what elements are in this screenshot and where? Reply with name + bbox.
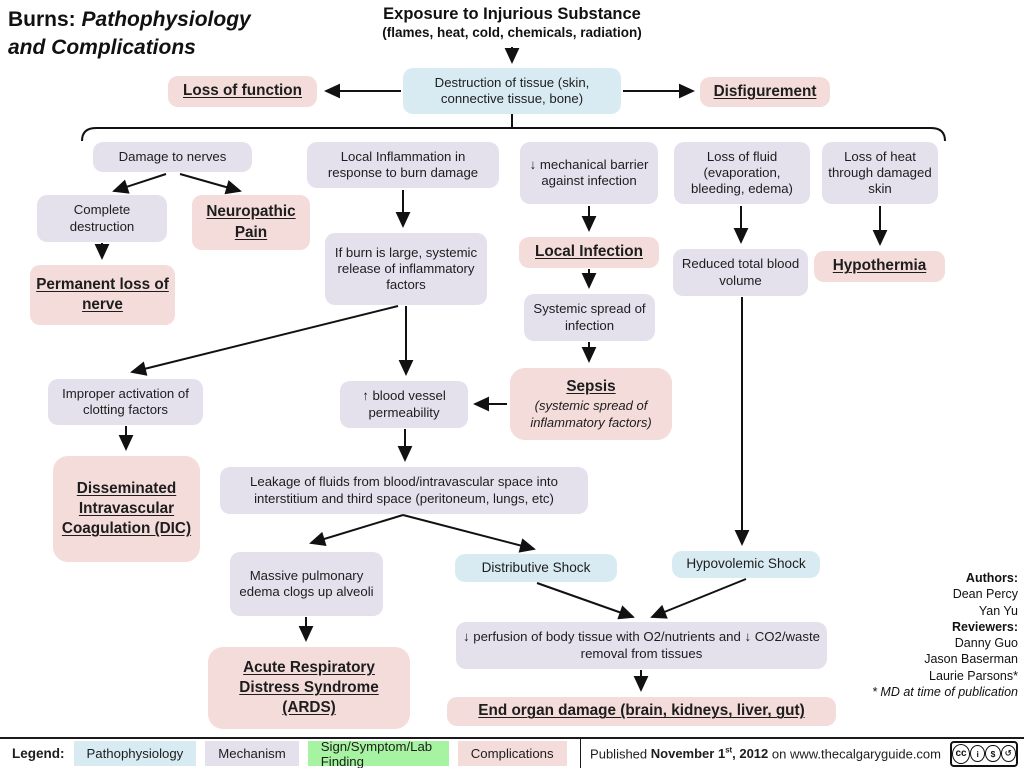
page-title-line2: and Complications [8,36,196,60]
node-text: Reduced total blood volume [681,256,800,288]
node-text: Disfigurement [713,82,817,100]
node-text: Local Infection [535,243,643,261]
site-url: www.thecalgaryguide.com [789,746,941,762]
node-permanent-loss-of-nerve [30,265,175,325]
node-destruction-of-tissue [403,68,621,114]
node-sepsis-title: Sepsis [566,378,616,396]
node-text: Hypovolemic Shock [686,556,806,572]
cc-license-badge [950,741,1018,767]
cc-logo-icon: cc [952,744,970,764]
nc-noncommercial-icon: $ [985,745,1000,762]
legend-pathophysiology: Pathophysiology [74,741,197,766]
published-date-year: , 2012 [732,746,769,762]
root-heading: Exposure to Injurious Substance [383,5,641,23]
sa-sharealike-icon: ↺ [1001,745,1016,762]
node-text: Acute Respiratory Distress Syndrome (ARDS) [239,658,379,717]
node-systemic-spread-of-infection [524,294,655,341]
node-loss-of-fluid [674,142,810,204]
node-text: ↓ perfusion of body tissue with O2/nutrients and ↓ CO2/waste removal from tissues [463,629,820,661]
node-text: Improper activation of clotting factors [62,385,189,417]
node-text: ↓ mechanical barrier against infection [529,156,649,188]
node-decreased-perfusion [456,622,827,669]
reviewers-label: Reviewers: [951,619,1018,634]
legend-sign-symptom-lab-finding: Sign/Symptom/Lab Finding [308,741,449,766]
node-text: Loss of fluid (evaporation, bleeding, edema) [691,148,793,197]
node-sepsis [510,368,672,440]
published-date-ordinal: st [725,745,733,755]
by-attribution-icon: i [970,745,985,762]
node-massive-pulmonary-edema [230,552,383,616]
node-improper-activation-clotting [48,379,203,425]
node-text: Systemic spread of infection [533,301,646,333]
author-name: Dean Percy [952,587,1018,602]
page-title-italic: Pathophysiology [81,8,251,31]
node-neuropathic-pain [192,195,310,250]
node-complete-destruction [37,195,167,242]
root-heading-block [300,5,724,42]
authors-label: Authors: [965,571,1018,585]
node-text: Destruction of tissue (skin, connective tissue, bone) [434,74,590,106]
page-title [8,6,251,63]
root-subheading: (flames, heat, cold, chemicals, radiation) [382,24,642,40]
node-loss-of-function [168,76,317,107]
legend-bar [0,737,1024,768]
legend-divider [580,738,581,768]
node-text: Loss of function [183,82,302,100]
published-on: on [768,746,790,762]
page-title-prefix: Burns: [8,8,76,31]
node-reduced-total-blood-volume [673,249,808,296]
legend-label: Legend: [12,746,65,761]
node-disfigurement [700,77,830,107]
legend-mechanism: Mechanism [205,741,298,766]
author-name: Yan Yu [978,603,1018,618]
node-increased-blood-vessel-permeability [340,381,468,428]
published-date: November 1 [650,746,726,762]
node-text: End organ damage (brain, kidneys, liver, gut) [478,702,805,720]
node-text: Hypothermia [832,257,927,275]
node-text: Local Inflammation in response to burn damage [327,148,479,180]
reviewer-name: Jason Baserman [924,652,1018,667]
node-damage-to-nerves [93,142,252,172]
node-dic [53,456,200,562]
node-decreased-mechanical-barrier [520,142,658,204]
credits-block [868,570,1018,700]
node-text: Complete destruction [69,202,135,234]
node-if-burn-is-large [325,233,487,305]
reviewer-name: Laurie Parsons* [929,668,1018,683]
legend-complications: Complications [458,741,567,766]
node-text: If burn is large, systemic release of inflammatory factors [334,244,478,293]
node-end-organ-damage [447,697,836,726]
node-hypovolemic-shock [672,551,820,578]
node-hypothermia [814,251,945,282]
published-prefix: Published [590,746,651,762]
node-leakage-of-fluids [220,467,588,514]
node-distributive-shock [455,554,617,582]
node-text: ↑ blood vessel permeability [362,388,446,420]
node-text: Damage to nerves [118,148,227,164]
node-text: Disseminated Intravascular Coagulation (DIC) [61,479,192,538]
node-text: Leakage of fluids from blood/intravascular space into interstitium and third space (peritoneum, lungs, etc) [250,474,558,506]
node-local-inflammation [307,142,499,188]
node-sepsis-subtitle: (systemic spread of inflammatory factors) [530,398,652,430]
node-text: Neuropathic Pain [206,203,296,241]
node-local-infection [519,237,659,268]
published-line [590,746,941,761]
node-loss-of-heat [822,142,938,204]
node-text: Permanent loss of nerve [36,275,169,313]
node-text: Distributive Shock [481,559,591,575]
credits-note: * MD at time of publication [872,684,1018,699]
node-ards [208,647,410,729]
reviewer-name: Danny Guo [954,636,1018,650]
node-text: Massive pulmonary edema clogs up alveoli [239,567,374,599]
node-text: Loss of heat through damaged skin [828,148,932,197]
